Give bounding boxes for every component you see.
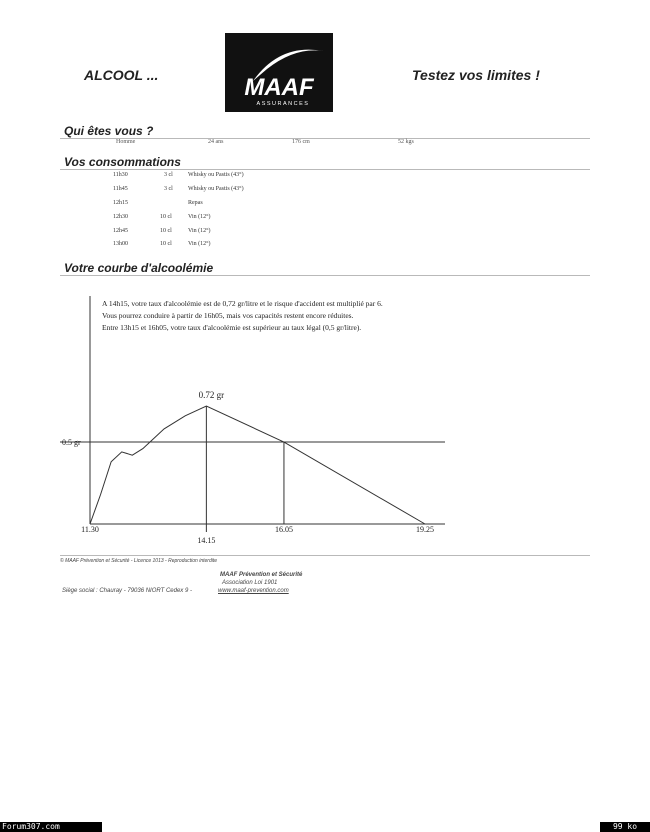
consumption-qty: 3 cl: [164, 172, 173, 178]
consumption-drink: Vin (12°): [188, 241, 211, 247]
logo-subtext: ASSURANCES: [256, 101, 310, 107]
footer-website-link[interactable]: www.maaf-prevention.com: [218, 588, 289, 594]
consumption-time: 11h45: [113, 186, 128, 192]
bottom-bar-left: Forum307.com: [0, 822, 102, 832]
x-tick-label: 14.15: [197, 536, 216, 545]
consumption-time: 12h15: [113, 200, 128, 206]
consumption-qty: 10 cl: [160, 214, 172, 220]
curve-text-line: A 14h15, votre taux d'alcoolémie est de 0,72 gr/litre et le risque d'accident est multiplié par 6.: [102, 299, 383, 308]
footer-assoc: Association Loi 1901: [222, 580, 278, 586]
bottom-bar-right: 99 ko: [600, 822, 650, 832]
consumption-time: 12h45: [113, 228, 128, 234]
consumption-drink: Repas: [188, 200, 203, 206]
y-tick-label: 0.5 gr: [62, 438, 81, 448]
profile-age: 24 ans: [208, 139, 224, 145]
header-right-title: Testez vos limites !: [412, 67, 540, 83]
profile-height: 176 cm: [292, 139, 310, 145]
consumption-drink: Whisky ou Pastis (43°): [188, 172, 244, 178]
consumption-title: Vos consommations: [64, 155, 181, 169]
curve-text-line: Vous pourrez conduire à partir de 16h05, mais vos capacités restent encore réduites.: [102, 311, 354, 320]
footer-divider: [60, 555, 590, 556]
footer-small-print: © MAAF Prévention et Sécurité - Licence 1013 - Reproduction interdite: [60, 558, 218, 564]
footer-address: Siège social : Chauray - 79036 NIORT Cedex 9 -: [62, 588, 192, 594]
curve-text-line: Entre 13h15 et 16h05, votre taux d'alcoolémie est supérieur au taux légal (0,5 gr/litre).: [102, 323, 362, 332]
consumption-qty: 10 cl: [160, 241, 172, 247]
consumption-drink: Vin (12°): [188, 214, 211, 220]
chart-layer: [60, 390, 445, 545]
consumption-time: 12h30: [113, 214, 128, 220]
x-tick-label: 19.25: [416, 525, 434, 534]
consumption-drink: Whisky ou Pastis (43°): [188, 186, 244, 192]
logo-text: MAAF: [244, 74, 314, 101]
header-left-title: ALCOOL ...: [84, 67, 159, 83]
footer-org: MAAF Prévention et Sécurité: [220, 572, 303, 578]
profile-weight: 52 kgs: [398, 139, 414, 145]
consumption-qty: 10 cl: [160, 228, 172, 234]
peak-label: 0.72 gr: [198, 390, 225, 400]
x-tick-label: 11.30: [81, 525, 99, 534]
consumption-qty: 3 cl: [164, 186, 173, 192]
alcohol-curve-line: [90, 406, 425, 524]
consumption-drink: Vin (12°): [188, 228, 211, 234]
consumption-time: 11h30: [113, 172, 128, 178]
profile-title: Qui êtes vous ?: [64, 124, 154, 138]
x-tick-label: 16.05: [274, 525, 293, 534]
curve-title: Votre courbe d'alcoolémie: [64, 261, 214, 275]
profile-sex: Homme: [116, 139, 136, 145]
consumption-time: 13h00: [113, 241, 128, 247]
